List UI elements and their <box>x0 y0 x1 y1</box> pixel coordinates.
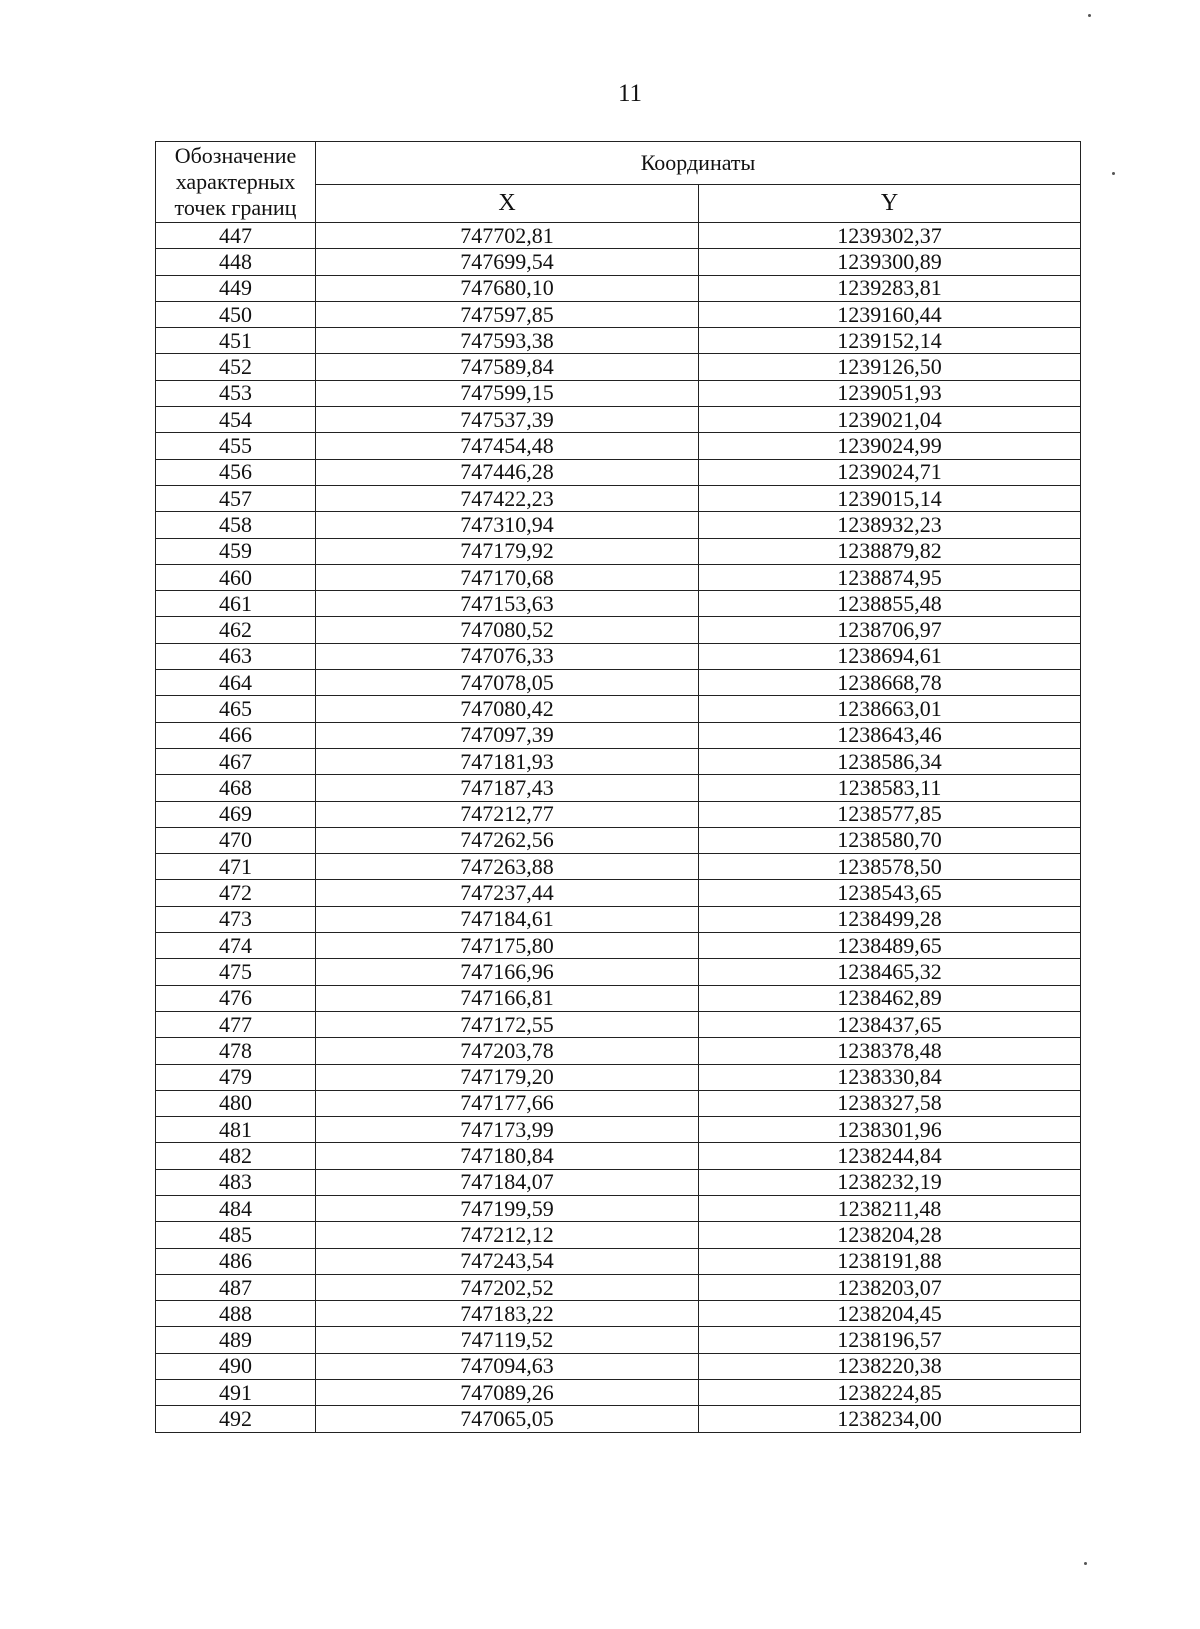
coordinates-table <box>155 141 1081 1433</box>
cell-y: 1238196,57 <box>699 1327 1081 1353</box>
table-row <box>156 696 1081 722</box>
scan-speck <box>1084 1562 1087 1565</box>
cell-y: 1238578,50 <box>699 854 1081 880</box>
cell-y: 1238577,85 <box>699 801 1081 827</box>
header-coordinates: Координаты <box>316 142 1081 185</box>
cell-x: 747080,42 <box>316 696 699 722</box>
cell-y: 1238220,38 <box>699 1353 1081 1379</box>
cell-y: 1238489,65 <box>699 933 1081 959</box>
table-row <box>156 1380 1081 1406</box>
table-row <box>156 985 1081 1011</box>
cell-x: 747212,12 <box>316 1222 699 1248</box>
cell-point: 461 <box>156 591 316 617</box>
cell-point: 480 <box>156 1090 316 1116</box>
cell-x: 747212,77 <box>316 801 699 827</box>
cell-point: 460 <box>156 564 316 590</box>
cell-y: 1238232,19 <box>699 1169 1081 1195</box>
header-point-designation: Обозначение характерных точек границ <box>156 142 316 223</box>
cell-y: 1238668,78 <box>699 670 1081 696</box>
table-row <box>156 1195 1081 1221</box>
cell-point: 482 <box>156 1143 316 1169</box>
cell-x: 747183,22 <box>316 1301 699 1327</box>
cell-point: 450 <box>156 301 316 327</box>
cell-x: 747262,56 <box>316 827 699 853</box>
table-row <box>156 1038 1081 1064</box>
cell-x: 747172,55 <box>316 1011 699 1037</box>
cell-point: 455 <box>156 433 316 459</box>
cell-x: 747199,59 <box>316 1195 699 1221</box>
table-row <box>156 722 1081 748</box>
cell-x: 747537,39 <box>316 407 699 433</box>
cell-y: 1238583,11 <box>699 775 1081 801</box>
table-row <box>156 1143 1081 1169</box>
cell-point: 464 <box>156 670 316 696</box>
table-row <box>156 933 1081 959</box>
cell-y: 1238663,01 <box>699 696 1081 722</box>
cell-x: 747589,84 <box>316 354 699 380</box>
cell-x: 747243,54 <box>316 1248 699 1274</box>
cell-point: 462 <box>156 617 316 643</box>
cell-x: 747089,26 <box>316 1380 699 1406</box>
cell-point: 490 <box>156 1353 316 1379</box>
table-row <box>156 407 1081 433</box>
cell-x: 747202,52 <box>316 1274 699 1300</box>
table-row <box>156 1327 1081 1353</box>
table-row <box>156 538 1081 564</box>
cell-x: 747203,78 <box>316 1038 699 1064</box>
cell-y: 1239024,99 <box>699 433 1081 459</box>
cell-y: 1238580,70 <box>699 827 1081 853</box>
cell-y: 1238203,07 <box>699 1274 1081 1300</box>
cell-x: 747263,88 <box>316 854 699 880</box>
table-row <box>156 670 1081 696</box>
cell-y: 1239126,50 <box>699 354 1081 380</box>
cell-x: 747166,96 <box>316 959 699 985</box>
cell-y: 1238543,65 <box>699 880 1081 906</box>
cell-point: 491 <box>156 1380 316 1406</box>
table-row <box>156 1301 1081 1327</box>
table-row <box>156 880 1081 906</box>
table-row <box>156 433 1081 459</box>
cell-x: 747173,99 <box>316 1117 699 1143</box>
cell-point: 486 <box>156 1248 316 1274</box>
cell-y: 1238855,48 <box>699 591 1081 617</box>
cell-x: 747187,43 <box>316 775 699 801</box>
cell-x: 747181,93 <box>316 748 699 774</box>
cell-y: 1239015,14 <box>699 485 1081 511</box>
cell-x: 747179,20 <box>316 1064 699 1090</box>
cell-x: 747080,52 <box>316 617 699 643</box>
table-row <box>156 512 1081 538</box>
cell-x: 747599,15 <box>316 380 699 406</box>
cell-x: 747166,81 <box>316 985 699 1011</box>
cell-x: 747119,52 <box>316 1327 699 1353</box>
table-row <box>156 617 1081 643</box>
cell-point: 452 <box>156 354 316 380</box>
cell-point: 469 <box>156 801 316 827</box>
cell-x: 747065,05 <box>316 1406 699 1432</box>
cell-point: 484 <box>156 1195 316 1221</box>
cell-point: 454 <box>156 407 316 433</box>
cell-point: 467 <box>156 748 316 774</box>
cell-y: 1238437,65 <box>699 1011 1081 1037</box>
cell-point: 459 <box>156 538 316 564</box>
cell-x: 747078,05 <box>316 670 699 696</box>
cell-x: 747422,23 <box>316 485 699 511</box>
cell-y: 1238499,28 <box>699 906 1081 932</box>
header-y: Y <box>699 185 1081 223</box>
cell-point: 465 <box>156 696 316 722</box>
page-number: 11 <box>617 80 643 107</box>
cell-y: 1238378,48 <box>699 1038 1081 1064</box>
cell-x: 747184,07 <box>316 1169 699 1195</box>
cell-y: 1239283,81 <box>699 275 1081 301</box>
cell-point: 492 <box>156 1406 316 1432</box>
cell-point: 453 <box>156 380 316 406</box>
cell-point: 479 <box>156 1064 316 1090</box>
cell-point: 458 <box>156 512 316 538</box>
cell-point: 447 <box>156 223 316 249</box>
table-row <box>156 959 1081 985</box>
cell-y: 1238879,82 <box>699 538 1081 564</box>
cell-point: 449 <box>156 275 316 301</box>
table-row <box>156 485 1081 511</box>
cell-x: 747699,54 <box>316 249 699 275</box>
table-row <box>156 1406 1081 1432</box>
cell-x: 747076,33 <box>316 643 699 669</box>
table-row <box>156 354 1081 380</box>
cell-y: 1239300,89 <box>699 249 1081 275</box>
cell-point: 468 <box>156 775 316 801</box>
scan-speck <box>1112 172 1115 175</box>
cell-y: 1238204,45 <box>699 1301 1081 1327</box>
cell-x: 747175,80 <box>316 933 699 959</box>
cell-x: 747446,28 <box>316 459 699 485</box>
cell-point: 470 <box>156 827 316 853</box>
table-row <box>156 748 1081 774</box>
table-row <box>156 906 1081 932</box>
cell-y: 1238234,00 <box>699 1406 1081 1432</box>
cell-x: 747170,68 <box>316 564 699 590</box>
cell-point: 487 <box>156 1274 316 1300</box>
cell-y: 1238462,89 <box>699 985 1081 1011</box>
cell-y: 1239302,37 <box>699 223 1081 249</box>
cell-x: 747094,63 <box>316 1353 699 1379</box>
scan-speck <box>1088 14 1091 17</box>
table-row <box>156 564 1081 590</box>
table-row <box>156 643 1081 669</box>
table-row <box>156 1117 1081 1143</box>
cell-y: 1239152,14 <box>699 328 1081 354</box>
cell-x: 747179,92 <box>316 538 699 564</box>
cell-point: 483 <box>156 1169 316 1195</box>
table-row <box>156 249 1081 275</box>
cell-y: 1238327,58 <box>699 1090 1081 1116</box>
cell-y: 1238694,61 <box>699 643 1081 669</box>
cell-y: 1238465,32 <box>699 959 1081 985</box>
table-row <box>156 827 1081 853</box>
cell-y: 1238643,46 <box>699 722 1081 748</box>
cell-y: 1238301,96 <box>699 1117 1081 1143</box>
table-row <box>156 1090 1081 1116</box>
cell-y: 1239051,93 <box>699 380 1081 406</box>
table-row <box>156 1064 1081 1090</box>
table-row <box>156 801 1081 827</box>
cell-y: 1239021,04 <box>699 407 1081 433</box>
cell-y: 1239024,71 <box>699 459 1081 485</box>
cell-x: 747177,66 <box>316 1090 699 1116</box>
cell-y: 1238211,48 <box>699 1195 1081 1221</box>
cell-y: 1238191,88 <box>699 1248 1081 1274</box>
cell-x: 747593,38 <box>316 328 699 354</box>
table-row <box>156 380 1081 406</box>
cell-y: 1238330,84 <box>699 1064 1081 1090</box>
table-row <box>156 223 1081 249</box>
cell-point: 478 <box>156 1038 316 1064</box>
table-row <box>156 1353 1081 1379</box>
cell-point: 489 <box>156 1327 316 1353</box>
cell-y: 1238204,28 <box>699 1222 1081 1248</box>
cell-point: 471 <box>156 854 316 880</box>
cell-y: 1238874,95 <box>699 564 1081 590</box>
cell-x: 747237,44 <box>316 880 699 906</box>
table-row <box>156 775 1081 801</box>
table-row <box>156 301 1081 327</box>
table-row <box>156 1222 1081 1248</box>
cell-point: 456 <box>156 459 316 485</box>
table-row <box>156 459 1081 485</box>
cell-x: 747680,10 <box>316 275 699 301</box>
cell-y: 1238932,23 <box>699 512 1081 538</box>
table-row <box>156 591 1081 617</box>
cell-x: 747097,39 <box>316 722 699 748</box>
table-row <box>156 1248 1081 1274</box>
cell-point: 448 <box>156 249 316 275</box>
cell-point: 481 <box>156 1117 316 1143</box>
cell-point: 472 <box>156 880 316 906</box>
table-body <box>156 223 1081 1433</box>
table-header <box>156 142 1081 223</box>
cell-y: 1239160,44 <box>699 301 1081 327</box>
cell-y: 1238224,85 <box>699 1380 1081 1406</box>
cell-x: 747153,63 <box>316 591 699 617</box>
table-row <box>156 275 1081 301</box>
cell-point: 476 <box>156 985 316 1011</box>
cell-y: 1238586,34 <box>699 748 1081 774</box>
cell-x: 747310,94 <box>316 512 699 538</box>
cell-x: 747702,81 <box>316 223 699 249</box>
cell-point: 474 <box>156 933 316 959</box>
cell-x: 747454,48 <box>316 433 699 459</box>
cell-y: 1238244,84 <box>699 1143 1081 1169</box>
cell-x: 747597,85 <box>316 301 699 327</box>
cell-x: 747184,61 <box>316 906 699 932</box>
cell-point: 488 <box>156 1301 316 1327</box>
table-row <box>156 1169 1081 1195</box>
cell-point: 463 <box>156 643 316 669</box>
cell-point: 485 <box>156 1222 316 1248</box>
cell-point: 451 <box>156 328 316 354</box>
cell-point: 466 <box>156 722 316 748</box>
cell-point: 475 <box>156 959 316 985</box>
cell-point: 477 <box>156 1011 316 1037</box>
table-row <box>156 328 1081 354</box>
table-row <box>156 854 1081 880</box>
cell-point: 473 <box>156 906 316 932</box>
cell-y: 1238706,97 <box>699 617 1081 643</box>
table-row <box>156 1274 1081 1300</box>
table-row <box>156 1011 1081 1037</box>
cell-point: 457 <box>156 485 316 511</box>
header-x: X <box>316 185 699 223</box>
cell-x: 747180,84 <box>316 1143 699 1169</box>
